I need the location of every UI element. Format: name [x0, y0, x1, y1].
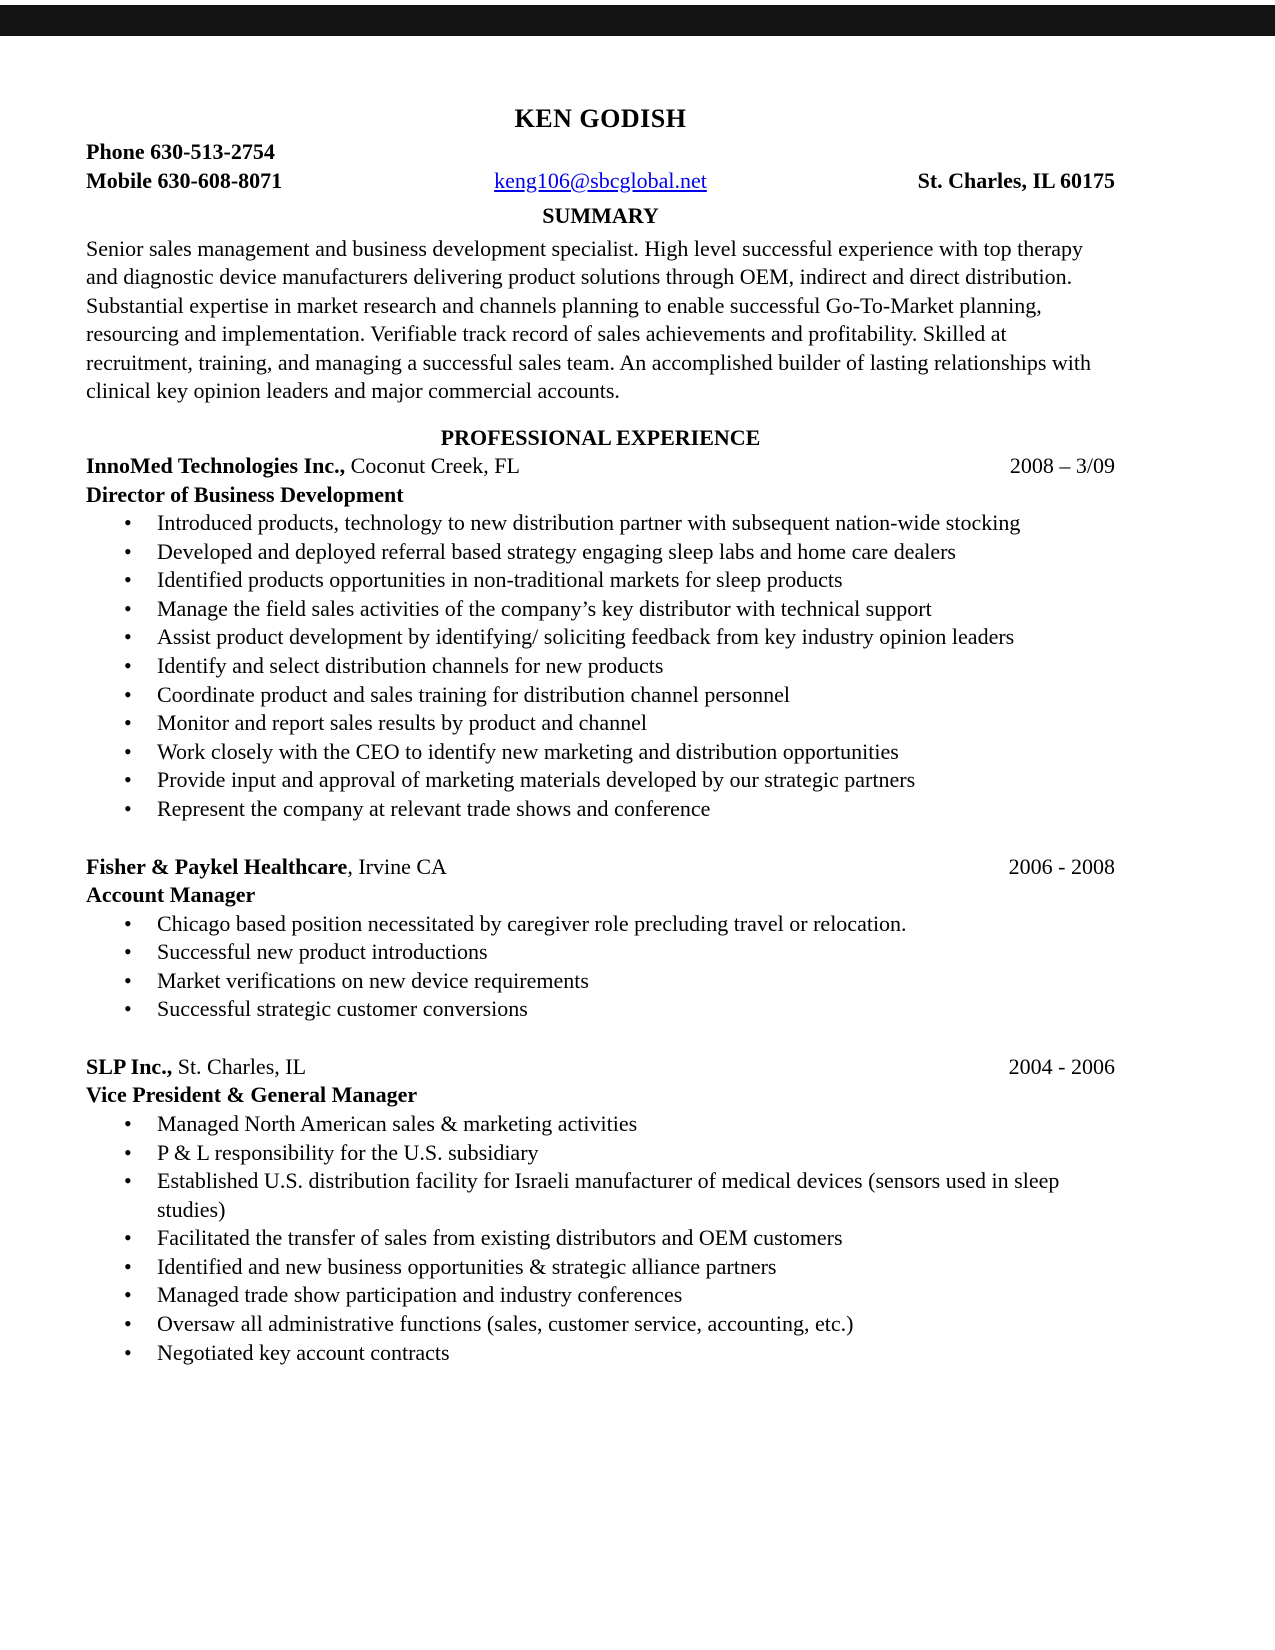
company-line [86, 853, 447, 882]
bullet-item: • Established U.S. distribution facility for Israeli manufacturer of medical devices (sensors used in sleep studies) [157, 1167, 1115, 1224]
mobile-number: Mobile 630-608-8071 [86, 167, 283, 193]
summary-paragraph: Senior sales management and business development specialist. High level successful experience with top therapy and diagnostic device manufacturers delivering product solutions through OEM, indirect and direct distribution. Substantial expertise in market research and channels planning to enable successful Go-To-Market planning, resourcing and implementation. Verifiable track record of sales achievements and profitability. Skilled at recruitment, training, and managing a successful sales team. An accomplished builder of lasting relationships with clinical key opinion leaders and major commercial accounts. [86, 235, 1092, 403]
location-text: St. Charles, IL 60175 [917, 167, 1115, 193]
phone-number: Phone 630-513-2754 [86, 139, 275, 164]
bullet-list [86, 509, 1115, 824]
bullet-item: • Identified products opportunities in non-traditional markets for sleep products [157, 566, 1115, 595]
email-wrap [494, 167, 707, 196]
bullet-item: • Introduced products, technology to new distribution partner with subsequent nation-wide stocking [157, 509, 1115, 538]
bullet-item: • Identified and new business opportunities & strategic alliance partners [157, 1253, 1115, 1282]
job-dates: 2004 - 2006 [1008, 1053, 1115, 1079]
company-location: Coconut Creek, FL [345, 453, 520, 478]
job-title: Vice President & General Manager [86, 1082, 418, 1108]
company-line [86, 452, 520, 481]
job-dates: 2008 – 3/09 [1009, 453, 1115, 478]
bullet-item: • Assist product development by identifying/ soliciting feedback from key industry opinion leaders [157, 623, 1115, 652]
job-header [86, 853, 1115, 882]
bullet-item: • Successful new product introductions [157, 938, 1115, 967]
company-name: SLP Inc., [86, 1053, 173, 1079]
bullet-item: • Work closely with the CEO to identify new marketing and distribution opportunities [157, 738, 1115, 767]
company-location: , Irvine CA [347, 853, 447, 879]
resume-name: KEN GODISH [514, 104, 687, 133]
bullet-item: • Developed and deployed referral based strategy engaging sleep labs and home care dealers [157, 538, 1115, 567]
bullet-item: • Successful strategic customer conversions [157, 995, 1115, 1024]
job-slp [86, 1053, 1115, 1367]
job-title: Director of Business Development [86, 481, 404, 507]
bullet-item: • Represent the company at relevant trade shows and conference [157, 795, 1115, 824]
bullet-item: • Chicago based position necessitated by caregiver role precluding travel or relocation. [157, 910, 1115, 939]
job-dates: 2006 - 2008 [1008, 853, 1115, 879]
bullet-list [86, 910, 1115, 1024]
summary-heading: SUMMARY [542, 203, 659, 228]
job-innomed [86, 452, 1115, 824]
company-line [86, 1053, 306, 1082]
contact-row [86, 167, 1115, 196]
scan-edge-bar [0, 5, 1275, 36]
bullet-item: • Managed North American sales & marketing activities [157, 1110, 1115, 1139]
experience-heading: PROFESSIONAL EXPERIENCE [440, 424, 761, 450]
job-header [86, 452, 1115, 481]
company-location: St. Charles, IL [172, 1053, 307, 1079]
bullet-list [86, 1110, 1115, 1367]
bullet-item: • Negotiated key account contracts [157, 1339, 1115, 1368]
bullet-item: • Provide input and approval of marketing materials developed by our strategic partners [157, 766, 1115, 795]
job-title: Account Manager [86, 882, 256, 908]
bullet-item: • Oversaw all administrative functions (sales, customer service, accounting, etc.) [157, 1310, 1115, 1339]
bullet-item: • Market verifications on new device requirements [157, 967, 1115, 996]
bullet-item: • Manage the field sales activities of the company’s key distributor with technical support [157, 595, 1115, 624]
company-name: Fisher & Paykel Healthcare [86, 853, 348, 879]
bullet-item: • Identify and select distribution channels for new products [157, 652, 1115, 681]
job-header [86, 1053, 1115, 1082]
job-fisher-paykel [86, 853, 1115, 1024]
bullet-item: • Managed trade show participation and industry conferences [157, 1281, 1115, 1310]
bullet-item: • Facilitated the transfer of sales from existing distributors and OEM customers [157, 1224, 1115, 1253]
company-name: InnoMed Technologies Inc., [86, 453, 346, 478]
email-link[interactable]: keng106@sbcglobal.net [494, 167, 707, 193]
bullet-item: • Monitor and report sales results by product and channel [157, 709, 1115, 738]
bullet-item: • Coordinate product and sales training for distribution channel personnel [157, 681, 1115, 710]
bullet-item: • P & L responsibility for the U.S. subsidiary [157, 1139, 1115, 1168]
